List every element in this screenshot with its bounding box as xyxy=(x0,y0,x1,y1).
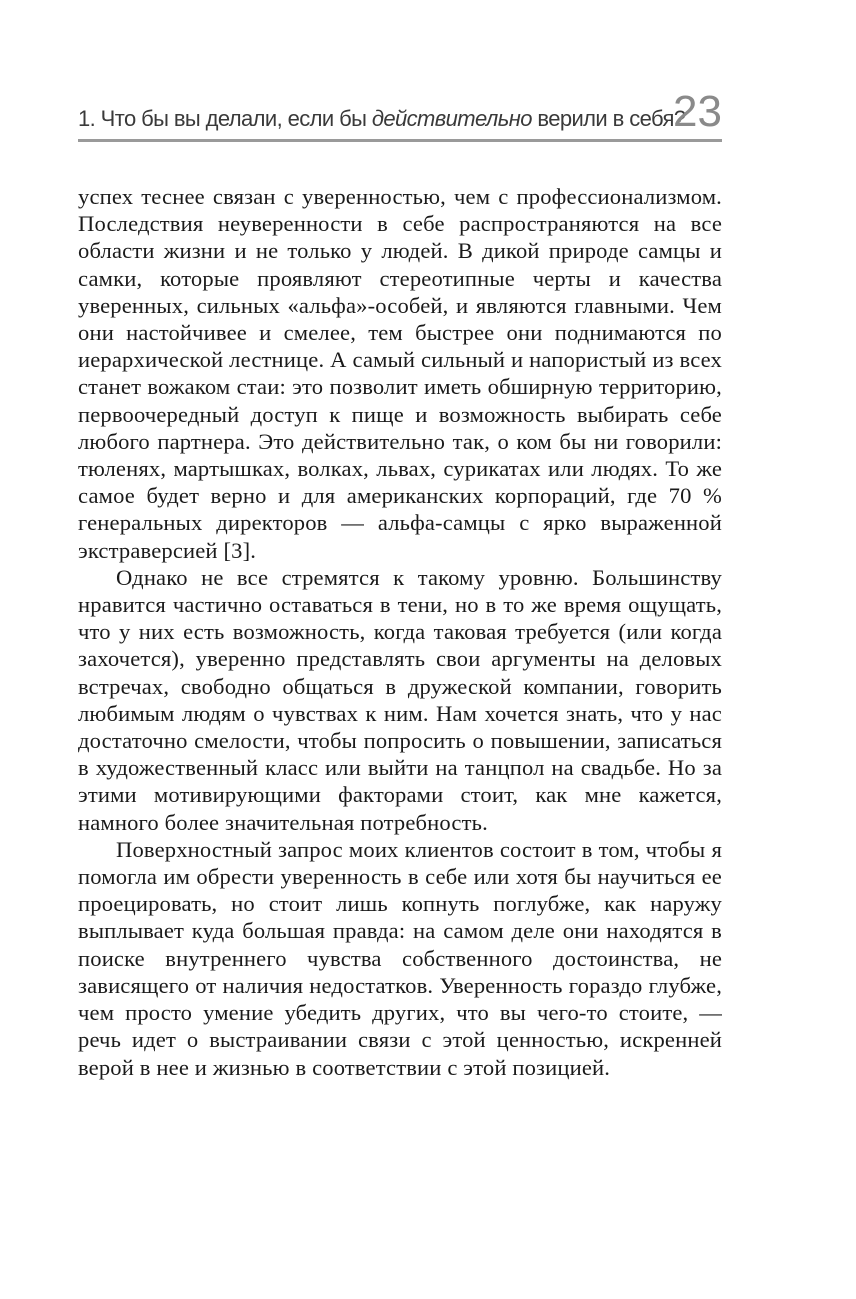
paragraph-1: успех теснее связан с уверенностью, чем с профессионализмом. Последствия неуверенности в себе распространяются на все области жизни и не только у людей. В дикой природе самцы и самки, которые проявляют стереотипные черты и качества уверенных, сильных «альфа»-особей, и являются главными. Чем они настойчивее и смелее, тем быстрее они поднимаются по иерархической лестнице. А самый сильный и напористый из всех станет вожаком стаи: это позволит иметь обширную территорию, первоочередный доступ к пище и возможность выбирать себе любого партнера. Это действительно так, о ком бы ни говорили: тюленях, мартышках, волках, львах, сурикатах или людях. То же самое будет верно и для американских корпораций, где 70 % генеральных директоров — альфа-самцы с ярко выраженной экстраверсией [3]. xyxy=(78,184,722,563)
chapter-title-prefix: 1. Что бы вы делали, если бы xyxy=(78,106,372,131)
running-header xyxy=(78,86,722,142)
chapter-title-emphasis: действительно xyxy=(371,106,532,131)
paragraph-2: Однако не все стремятся к такому уровню. Большинству нравится частично оставаться в тени, но в то же время ощущать, что у них есть возможность, когда таковая требуется (или когда захочется), уверенно представлять свои аргументы на деловых встречах, свободно общаться в дружеской компании, говорить любимым людям о чувствах к ним. Нам хочется знать, что у нас достаточно смелости, чтобы попросить о повышении, записаться в художественный класс или выйти на танцпол на свадьбе. Но за этими мотивирующими факторами стоит, как мне кажется, намного более значительная потребность. xyxy=(78,564,722,835)
chapter-title xyxy=(78,106,685,132)
paragraph-3: Поверхностный запрос моих клиентов состоит в том, чтобы я помогла им обрести уверенность в себе или хотя бы научиться ее проецировать, но стоит лишь копнуть поглубже, как наружу выплывает куда большая правда: на самом деле они находятся в поиске внутреннего чувства собственного достоинства, не зависящего от наличия недостатков. Уверенность гораздо глубже, чем просто умение убедить других, что вы чего-то стоите, — речь идет о выстраивании связи с этой ценностью, искренней верой в нее и жизнью в соответствии с этой позицией. xyxy=(78,836,722,1080)
header-rule xyxy=(78,139,722,142)
chapter-title-suffix: верили в себя? xyxy=(531,106,686,131)
body-text xyxy=(78,183,722,1081)
page-number: 23 xyxy=(673,87,722,136)
